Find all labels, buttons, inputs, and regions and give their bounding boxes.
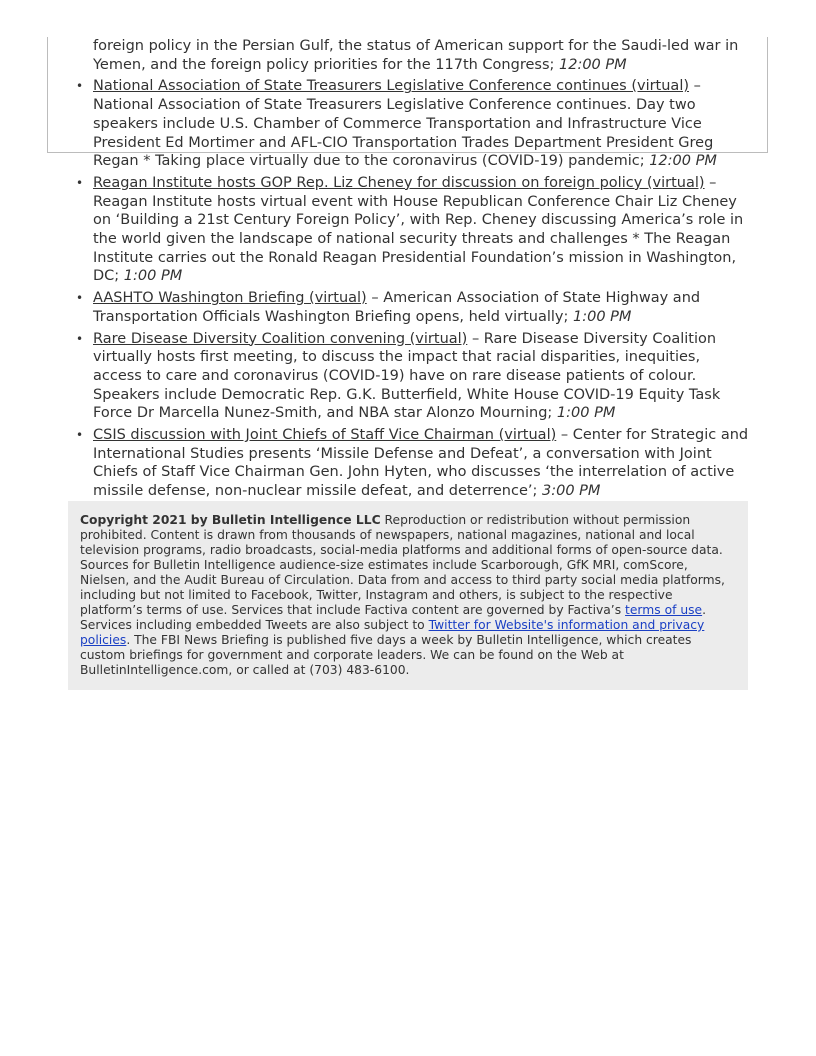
event-dash: – (560, 427, 569, 444)
bullet-icon: • (76, 428, 84, 443)
event-time: 12:00 PM (649, 153, 717, 170)
event-link-aashto[interactable]: AASHTO Washington Briefing (virtual) (93, 290, 367, 307)
events-section (76, 37, 753, 504)
event-time: 1:00 PM (573, 308, 632, 325)
event-dash: – (371, 290, 379, 307)
footer-text-3: . The FBI News Briefing is published five days a week by Bulletin Intelligence, which creates custom briefings for government and corporate leaders. We can be found on the Web at BulletinIntelligence.com, or called at (703) 483-6100. (80, 633, 692, 677)
bullet-icon: • (76, 175, 84, 190)
copyright-heading: Copyright 2021 by Bulletin Intelligence LLC (80, 513, 381, 527)
bullet-icon: • (76, 291, 84, 306)
event-description: Reagan Institute hosts virtual event with House Republican Conference Chair Liz Cheney on ‘Building a 21st Century Foreign Policy’, with Rep. Cheney discussing America’s role in the world given the landscape of national security threats and challenges * The Reagan Institute carries out the Ronald Reagan Presidential Foundation’s mission in Washington, DC; (93, 193, 744, 285)
list-item (76, 289, 753, 326)
event-link-rare-disease[interactable]: Rare Disease Diversity Coalition convening (virtual) (93, 330, 468, 347)
event-time: 3:00 PM (542, 483, 601, 500)
list-item (76, 330, 753, 424)
event-dash: – (709, 174, 717, 191)
list-item (76, 426, 753, 501)
footer-text-1: Reproduction or redistribution without permission prohibited. Content is drawn from thousands of newspapers, national magazines, national and local television programs, radio broadcasts, social-media platforms and additional forms of open-source data. Sources for Bulletin Intelligence audience-size estimates include Scarborough, GfK MRI, comScore, Nielsen, and the Audit Bureau of Circulation. Data from and access to third party social media platforms, including but not limited to Facebook, Twitter, Instagram and others, is subject to the respective platform’s terms of use. Services that include Factiva content are governed by Factiva’s (80, 513, 725, 617)
event-time: 12:00 PM (559, 56, 627, 73)
event-description: American Association of State Highway and Transportation Officials Washington Briefing opens, held virtually; (93, 290, 701, 325)
event-description: Rare Disease Diversity Coalition virtually hosts first meeting, to discuss the impact that racial disparities, inequities, access to care and coronavirus (COVID-19) have on rare disease patients of colour. Speakers include Democratic Rep. G.K. Butterfield, White House COVID-19 Equity Task Force Dr Marcella Nunez-Smith, and NBA star Alonzo Mourning; (93, 330, 721, 422)
continuation-desc: foreign policy in the Persian Gulf, the status of American support for the Saudi-led war in Yemen, and the foreign policy priorities for the 117th Congress; (93, 38, 739, 73)
bullet-icon: • (76, 331, 84, 346)
twitter-policy-link[interactable]: Twitter for Website's information and privacy policies (80, 618, 705, 647)
event-time: 1:00 PM (556, 405, 616, 422)
list-item (76, 174, 753, 286)
event-time: 1:00 PM (123, 268, 183, 285)
bullet-icon: • (76, 79, 84, 94)
event-list (76, 77, 753, 500)
list-item (76, 77, 753, 171)
event-description: National Association of State Treasurers Legislative Conference continues. Day two speakers include U.S. Chamber of Commerce Transportation and Infrastructure Vice President Ed Mortimer and AFL-CIO Transportation Trades Department President Greg Regan * Taking place virtually due to the coronavirus (COVID-19) pandemic; (93, 97, 714, 170)
footer-text-2: . Services including embedded Tweets are also subject to (80, 603, 707, 632)
event-link-state-treasurers[interactable]: National Association of State Treasurers Legislative Conference continues (virtual) (93, 78, 690, 95)
event-link-csis[interactable]: CSIS discussion with Joint Chiefs of Staff Vice Chairman (virtual) (93, 427, 557, 444)
terms-of-use-link[interactable]: terms of use (625, 603, 703, 617)
copyright-footer (68, 501, 748, 690)
event-link-reagan-institute[interactable]: Reagan Institute hosts GOP Rep. Liz Cheney for discussion on foreign policy (virtual) (93, 174, 705, 191)
event-dash: – (471, 330, 480, 347)
event-continuation-text (93, 37, 753, 74)
event-dash: – (693, 78, 701, 95)
event-description: Center for Strategic and International Studies presents ‘Missile Defense and Defeat’, a conversation with Joint Chiefs of Staff Vice Chairman Gen. John Hyten, who discusses ‘the interrelation of active missile defense, non-nuclear missile defeat, and deterrence’; (93, 427, 749, 500)
